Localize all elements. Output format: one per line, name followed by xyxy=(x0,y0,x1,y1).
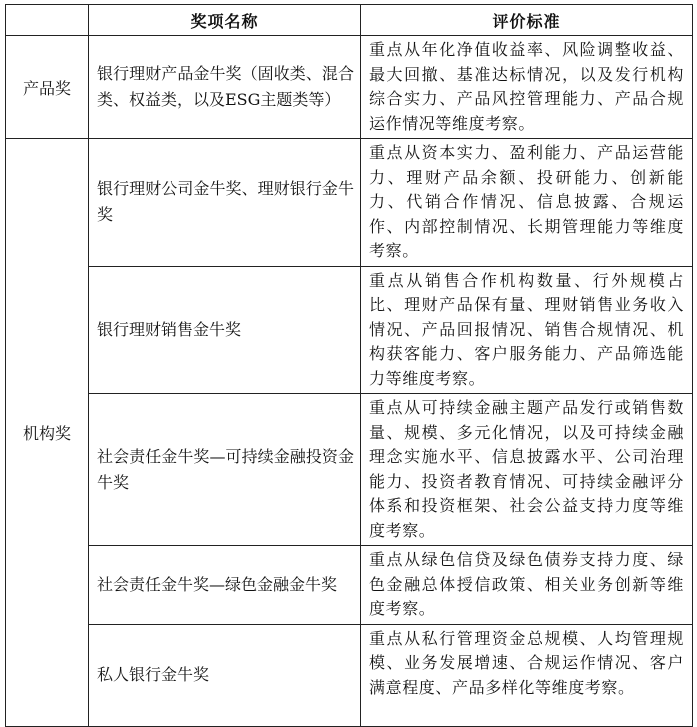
award-name-header: 奖项名称 xyxy=(89,5,361,36)
header-row xyxy=(6,5,693,36)
award-criteria: 重点从私行管理资金总规模、人均管理规模、业务发展增速、合规运作情况、客户满意程度、产品多样化等维度考察。 xyxy=(361,624,693,726)
table-row xyxy=(6,624,693,726)
award-criteria: 重点从可持续金融主题产品发行或销售数量、规模、多元化情况，以及可持续金融理念实施水平、信息披露水平、公司治理能力、投资者教育情况、可持续金融评分体系和投资框架、社会公益支持力度等维度考察。 xyxy=(361,394,693,546)
category-institution: 机构奖 xyxy=(6,139,89,727)
criteria-header: 评价标准 xyxy=(361,5,693,36)
award-name: 银行理财销售金牛奖 xyxy=(89,266,361,394)
table-row xyxy=(6,394,693,546)
award-name: 私人银行金牛奖 xyxy=(89,624,361,726)
category-product: 产品奖 xyxy=(6,36,89,139)
award-criteria: 重点从绿色信贷及绿色债券支持力度、绿色金融总体授信政策、相关业务创新等维度考察。 xyxy=(361,546,693,625)
table-row xyxy=(6,546,693,625)
awards-table xyxy=(5,4,693,727)
award-criteria: 重点从年化净值收益率、风险调整收益、最大回撤、基准达标情况，以及发行机构综合实力、产品风控管理能力、产品合规运作情况等维度考察。 xyxy=(361,36,693,139)
category-header-cell xyxy=(6,5,89,36)
award-name: 社会责任金牛奖—可持续金融投资金牛奖 xyxy=(89,394,361,546)
award-name: 社会责任金牛奖—绿色金融金牛奖 xyxy=(89,546,361,625)
award-name: 银行理财公司金牛奖、理财银行金牛奖 xyxy=(89,139,361,267)
table-row xyxy=(6,266,693,394)
award-criteria: 重点从资本实力、盈利能力、产品运营能力、理财产品余额、投研能力、创新能力、代销合作情况、信息披露、合规运作、内部控制情况、长期管理能力等维度考察。 xyxy=(361,139,693,267)
award-criteria: 重点从销售合作机构数量、行外规模占比、理财产品保有量、理财销售业务收入情况、产品回报情况、销售合规情况、机构获客能力、客户服务能力、产品筛选能力等维度考察。 xyxy=(361,266,693,394)
award-name: 银行理财产品金牛奖（固收类、混合类、权益类，以及ESG主题类等） xyxy=(89,36,361,139)
table-row xyxy=(6,36,693,139)
table-row xyxy=(6,139,693,267)
